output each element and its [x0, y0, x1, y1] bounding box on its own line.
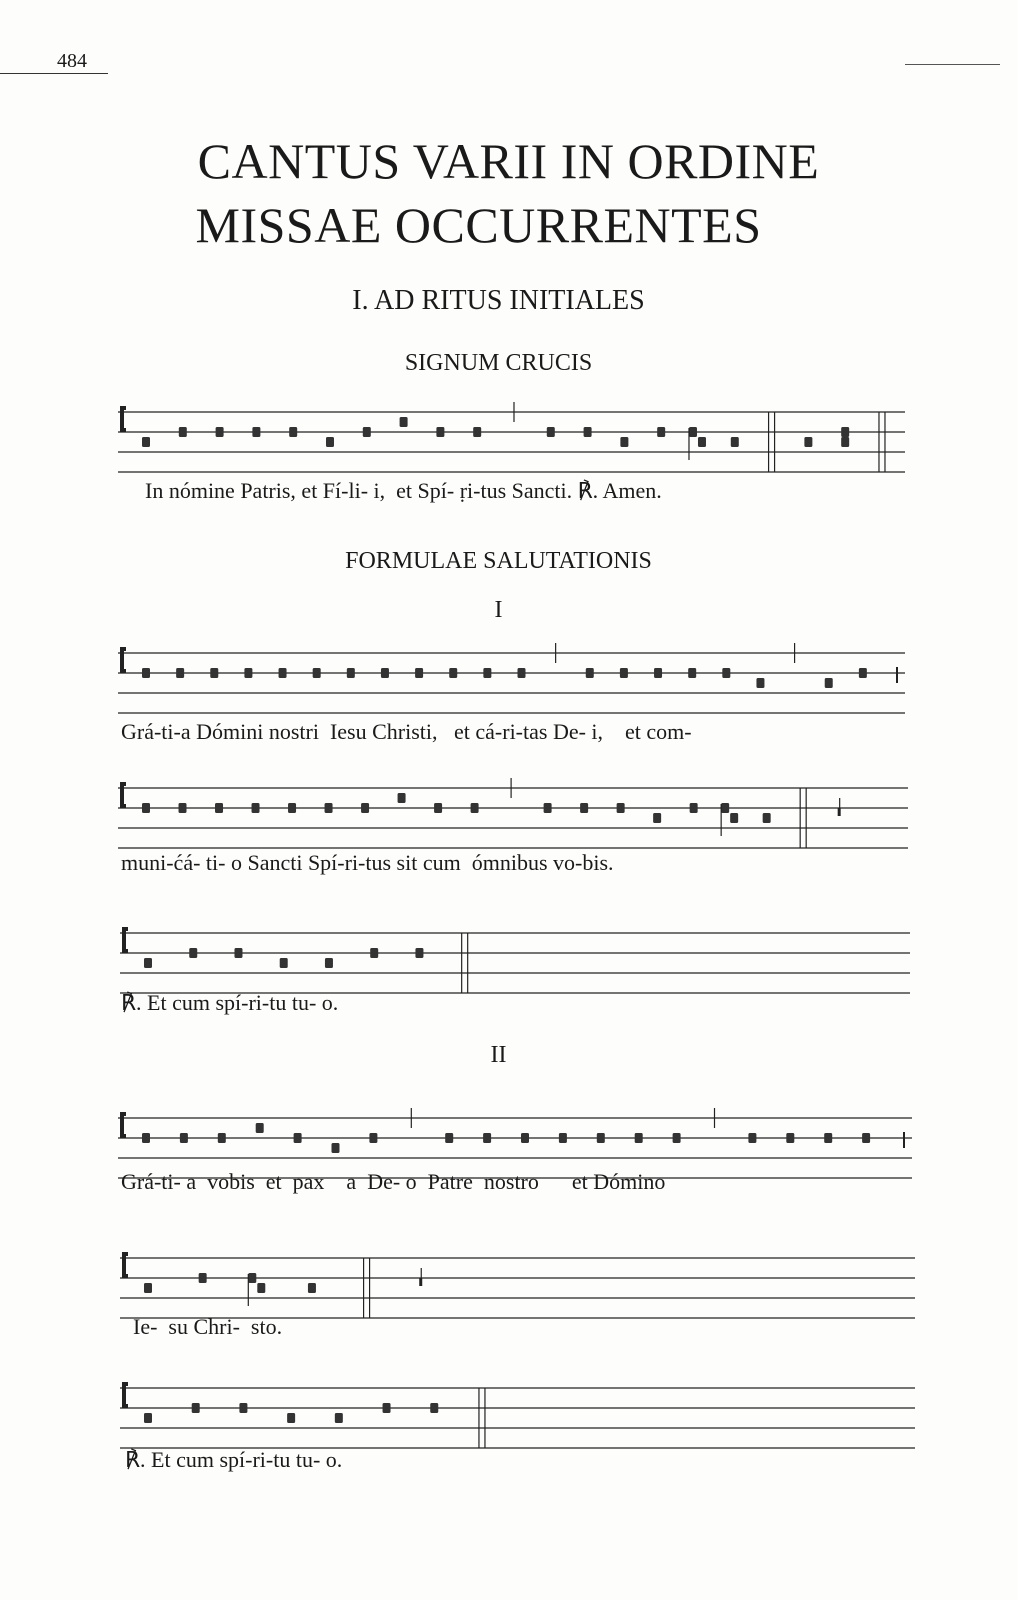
neume-note — [179, 803, 187, 813]
neume-note — [688, 668, 696, 678]
neume-note — [862, 1133, 870, 1143]
neume-note — [142, 668, 150, 678]
c-clef-icon — [122, 927, 128, 953]
neume-note — [620, 668, 628, 678]
clivis-note — [248, 1273, 256, 1283]
neume-note — [824, 1133, 832, 1143]
neume-note — [144, 1413, 152, 1423]
neume-note — [544, 803, 552, 813]
chant-staff — [120, 1378, 915, 1458]
neume-note — [326, 437, 334, 447]
neume-note — [445, 1133, 453, 1143]
neume-note — [252, 427, 260, 437]
neume-note — [370, 948, 378, 958]
neume-note — [731, 437, 739, 447]
neume-note — [142, 1133, 150, 1143]
neume-note — [620, 437, 628, 447]
neume-note — [398, 793, 406, 803]
neume-note — [179, 427, 187, 437]
neume-note — [289, 427, 297, 437]
neume-note — [244, 668, 252, 678]
neume-note — [192, 1403, 200, 1413]
neume-note — [690, 803, 698, 813]
neume-note — [673, 1133, 681, 1143]
neume-note — [142, 803, 150, 813]
neume-note — [547, 427, 555, 437]
page-title-line-2: MISSAE OCCURRENTES — [195, 197, 762, 253]
clivis-note — [730, 813, 738, 823]
c-clef-icon — [120, 406, 126, 432]
neume-note — [756, 678, 764, 688]
neume-note — [215, 803, 223, 813]
custos — [419, 1278, 422, 1286]
neume-note — [361, 803, 369, 813]
neume-note — [518, 668, 526, 678]
section-heading: I. AD RITUS INITIALES — [352, 285, 645, 316]
chant-staff — [118, 778, 908, 858]
neume-note — [449, 668, 457, 678]
neume-note — [308, 1283, 316, 1293]
neume-note — [415, 668, 423, 678]
formula-numeral-1: I — [494, 597, 503, 623]
neume-note — [617, 803, 625, 813]
chant-staff — [118, 643, 905, 723]
neume-note — [635, 1133, 643, 1143]
clivis-note — [689, 427, 697, 437]
signum-crucis-heading: SIGNUM CRUCIS — [404, 350, 593, 376]
neume-note — [471, 803, 479, 813]
neume-note — [381, 668, 389, 678]
neume-note — [473, 427, 481, 437]
neume-note — [256, 1123, 264, 1133]
neume-note — [859, 668, 867, 678]
formulae-heading: FORMULAE SALUTATIONIS — [345, 548, 652, 574]
lyric-line: Grá-ti-a Dómini nostri Iesu Christi, et cá-ri-tas De- i, et com- — [121, 719, 692, 744]
neume-note — [218, 1133, 226, 1143]
custos — [838, 808, 841, 816]
neume-note — [580, 803, 588, 813]
c-clef-icon — [120, 1112, 126, 1138]
neume-note — [180, 1133, 188, 1143]
neume-note — [521, 1133, 529, 1143]
neume-note — [347, 668, 355, 678]
neume-note — [216, 427, 224, 437]
header-rule-left — [0, 73, 108, 74]
neume-note — [597, 1133, 605, 1143]
neume-note — [653, 813, 661, 823]
neume-note — [210, 668, 218, 678]
lyric-line: In nómine Patris, et Fí-li- i, et Spí- ṛi-tus Sancti. ℟. Amen. — [145, 478, 662, 503]
neume-note — [786, 1133, 794, 1143]
neume-note — [279, 668, 287, 678]
neume-note — [763, 813, 771, 823]
c-clef-icon — [120, 782, 126, 808]
clivis-note — [257, 1283, 265, 1293]
neume-note — [325, 803, 333, 813]
neume-note — [383, 1403, 391, 1413]
neume-note — [586, 668, 594, 678]
lyric-line: ℟. Et cum spí-ri-tu tu- o. — [121, 990, 339, 1015]
neume-note — [657, 427, 665, 437]
clivis-note — [698, 437, 706, 447]
neume-note — [325, 958, 333, 968]
clivis-note — [721, 803, 729, 813]
page-title-line-1: CANTUS VARII IN ORDINE — [197, 133, 820, 189]
neume-note — [654, 668, 662, 678]
podatus-note — [841, 437, 849, 447]
chant-staff — [118, 402, 905, 482]
neume-note — [483, 668, 491, 678]
neume-note — [239, 1403, 247, 1413]
lyric-line: ℟. Et cum spí-ri-tu tu- o. — [125, 1447, 343, 1472]
neume-note — [559, 1133, 567, 1143]
neume-note — [287, 1413, 295, 1423]
neume-note — [722, 668, 730, 678]
neume-note — [584, 427, 592, 437]
neume-note — [144, 958, 152, 968]
neume-note — [804, 437, 812, 447]
neume-note — [415, 948, 423, 958]
neume-note — [825, 678, 833, 688]
neume-note — [294, 1133, 302, 1143]
neume-note — [234, 948, 242, 958]
formula-numeral-2: II — [490, 1042, 507, 1068]
neume-note — [199, 1273, 207, 1283]
neume-note — [369, 1133, 377, 1143]
neume-note — [748, 1133, 756, 1143]
neume-note — [189, 948, 197, 958]
neume-note — [400, 417, 408, 427]
neume-note — [288, 803, 296, 813]
neume-note — [436, 427, 444, 437]
lyric-line: muni-ćá- ti- o Sancti Spí-ri-tus sit cum ómnibus vo-bis. — [121, 850, 614, 875]
neume-note — [363, 427, 371, 437]
neume-note — [280, 958, 288, 968]
c-clef-icon — [122, 1382, 128, 1408]
header-rule-right — [905, 64, 1000, 65]
neume-note — [332, 1143, 340, 1153]
lyric-line: Ie- su Chri- sto. — [133, 1314, 283, 1339]
neume-note — [176, 668, 184, 678]
neume-note — [483, 1133, 491, 1143]
neume-note — [142, 437, 150, 447]
page-number: 484 — [57, 50, 87, 72]
lyric-line: Grá-ti- a vobis et pax a De- o Patre nostro et Dómino — [121, 1169, 666, 1194]
neume-note — [144, 1283, 152, 1293]
neume-note — [335, 1413, 343, 1423]
neume-note — [252, 803, 260, 813]
neume-note — [430, 1403, 438, 1413]
c-clef-icon — [120, 647, 126, 673]
neume-note — [313, 668, 321, 678]
neume-note — [434, 803, 442, 813]
c-clef-icon — [122, 1252, 128, 1278]
podatus-note — [841, 427, 849, 437]
